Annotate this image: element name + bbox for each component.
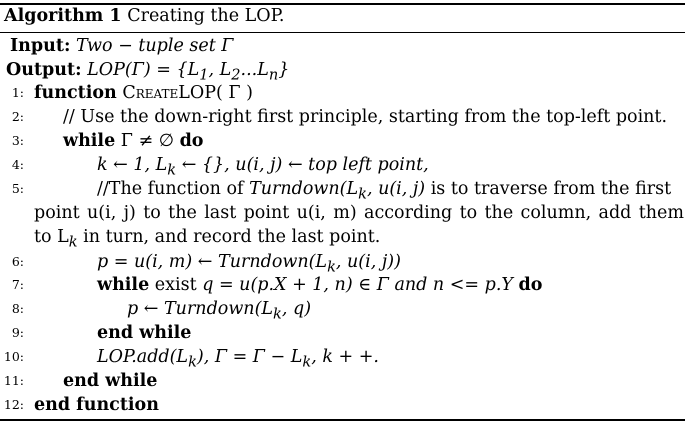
line-number: 10: bbox=[3, 349, 24, 364]
algorithm-line-5-cont-2 bbox=[0, 225, 685, 249]
algorithm-label: Algorithm 1 bbox=[4, 6, 122, 26]
algorithm-line-5-cont-1 bbox=[0, 201, 685, 225]
line-number: 1: bbox=[11, 85, 24, 100]
output-text: $LOP(\Gamma) = \{L_1$, $L_2...L_n$} bbox=[87, 60, 290, 84]
input-line bbox=[0, 34, 685, 58]
line-number: 4: bbox=[11, 157, 24, 172]
comment: point u(i, j) to the last point u(i, m) according to the column, add them bbox=[34, 203, 684, 223]
line-number: 7: bbox=[11, 277, 24, 292]
algorithm-line-2 bbox=[0, 105, 685, 129]
header-rule bbox=[0, 32, 685, 33]
line-number: 5: bbox=[11, 181, 24, 196]
function-name: CreateLOP bbox=[122, 83, 217, 103]
algorithm-line-3: 3: while Γ ≠ ∅ do bbox=[0, 129, 685, 153]
line-number: 3: bbox=[11, 133, 24, 148]
line-number: 11: bbox=[3, 373, 24, 388]
line-number: 6: bbox=[11, 254, 24, 269]
line-number: 9: bbox=[11, 325, 24, 340]
algorithm-line-10: 10: $LOP.add(L_k)$, $\Gamma = \Gamma - L_k$, k + +. bbox=[0, 345, 685, 369]
algorithm-title: Creating the LOP. bbox=[127, 6, 285, 26]
input-text: Two − tuple set Γ bbox=[76, 36, 234, 56]
comment: // Use the down-right first principle, starting from the top-left point. bbox=[63, 107, 668, 127]
comment: to $L_k$ in turn, and record the last point. bbox=[34, 227, 381, 251]
algorithm-line-8: 8: p ← $Turndown(L_k$, q) bbox=[0, 297, 685, 321]
algorithm-line-1: 1: function CreateLOP( Γ ) bbox=[0, 81, 685, 105]
algorithm-line-6: 6: p = u(i, m) ← $Turndown(L_k$, u(i, j)) bbox=[0, 250, 685, 274]
output-keyword: Output: bbox=[6, 60, 82, 80]
line-number: 12: bbox=[3, 397, 24, 412]
algorithm-line-9: 9: end while bbox=[0, 321, 685, 345]
line-number: 2: bbox=[11, 109, 24, 124]
line-number: 8: bbox=[11, 301, 24, 316]
input-keyword: Input: bbox=[10, 36, 71, 56]
algorithm-line-11: 11: end while bbox=[0, 369, 685, 393]
algorithm-header bbox=[0, 4, 685, 28]
algorithm-line-4: 4: k ← 1, $L_k$ ← {}, u(i, j) ← top left point, bbox=[0, 153, 685, 177]
output-line bbox=[0, 58, 685, 82]
algorithm-line-12: 12: end function bbox=[0, 393, 685, 417]
comment: //The function of $Turndown(L_k$, u(i, j) is to traverse from the first bbox=[97, 179, 672, 203]
algorithm-line-7: 7: while exist q = u(p.X + 1, n) ∈ Γ and n <= p.Y do bbox=[0, 273, 685, 297]
algorithm-line-5 bbox=[0, 177, 685, 201]
